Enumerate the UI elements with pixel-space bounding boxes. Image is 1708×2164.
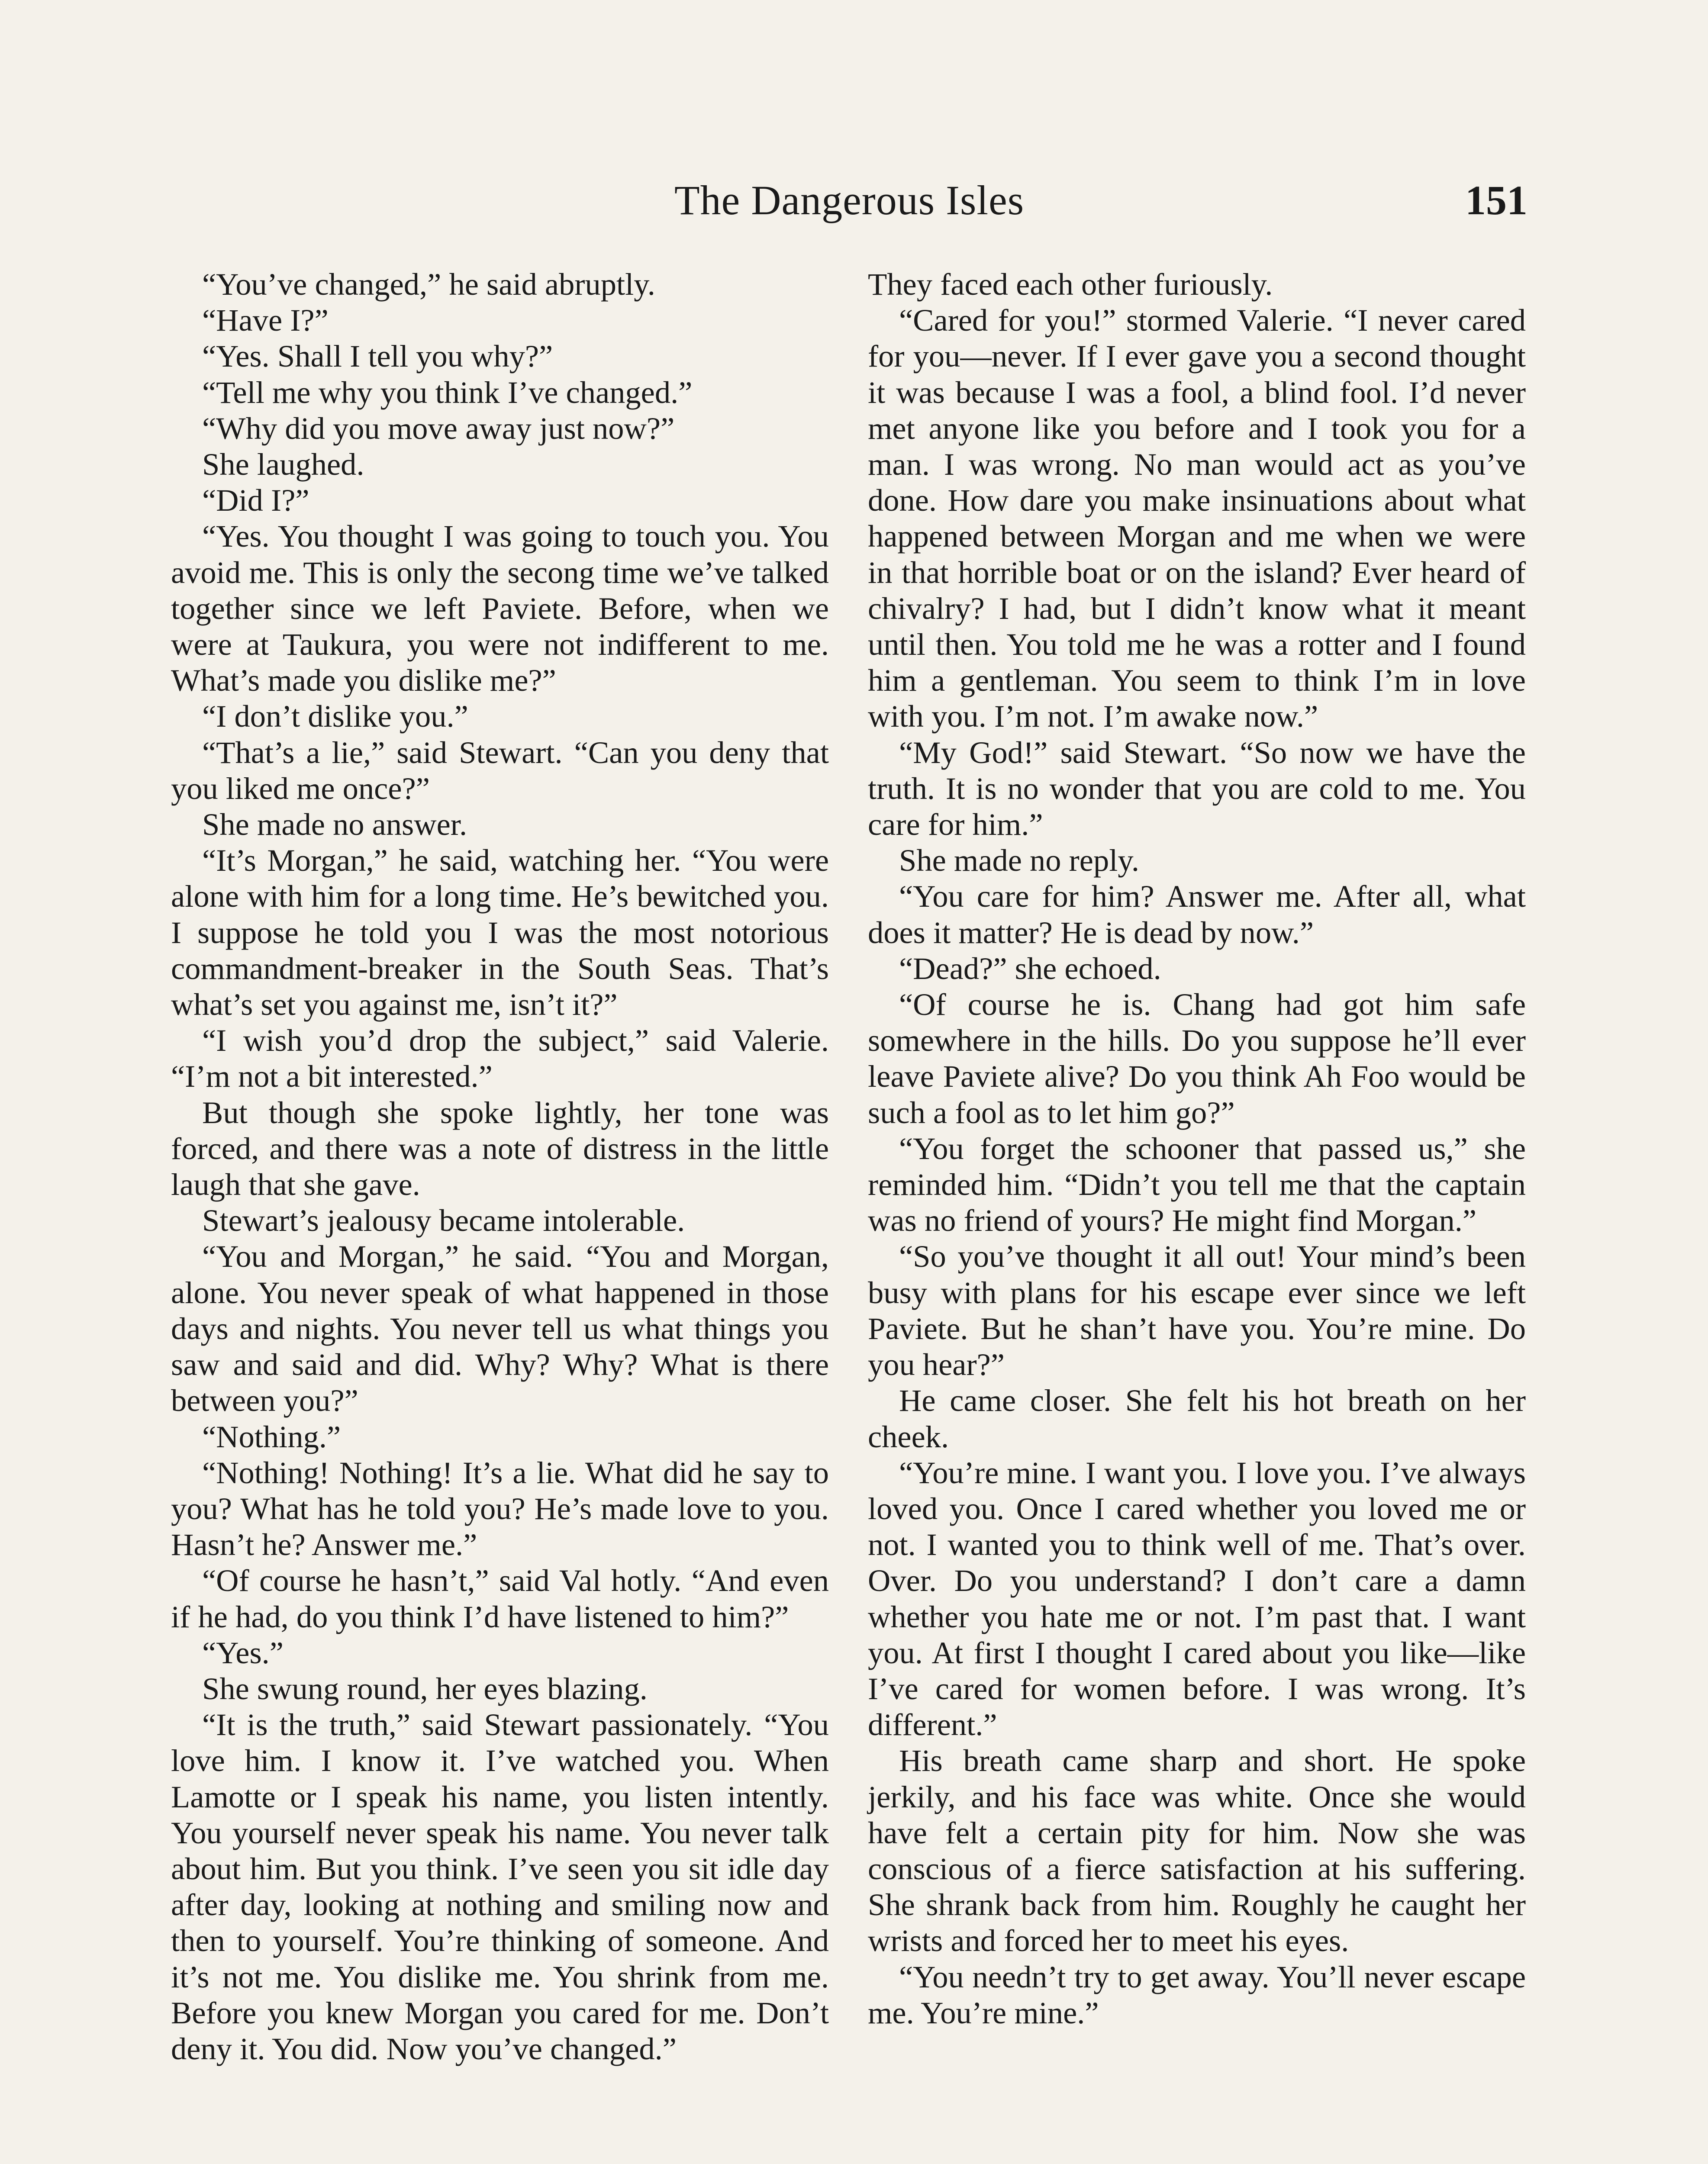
paragraph: “So you’ve thought it all out! Your mind’s been busy with plans for his escape ever since we left Paviete. But he shan’t have you. You’re mine. Do you hear?” xyxy=(868,1239,1526,1382)
paragraph: “Cared for you!” stormed Valerie. “I never cared for you—never. If I ever gave you a second thought it was because I was a fool, a blind fool. I’d never met anyone like you before and I took you for a man. I was wrong. No man would act as you’ve done. How dare you make insinuations about what happened between Morgan and me when we were in that horrible boat or on the island? Ever heard of chivalry? I had, but I didn’t know what it meant until then. You told me he was a rotter and I found him a gentleman. You seem to think I’m in love with you. I’m not. I’m awake now.” xyxy=(868,303,1526,734)
paragraph: She made no reply. xyxy=(899,843,1140,878)
paragraph: “You needn’t try to get away. You’ll never escape me. You’re mine.” xyxy=(868,1959,1526,2030)
page-header xyxy=(171,168,1528,233)
paragraph: He came closer. She felt his hot breath on her cheek. xyxy=(868,1383,1526,1454)
paragraph: His breath came sharp and short. He spoke jerkily, and his face was white. Once she would have felt a certain pity for him. Now she was conscious of a fierce satisfaction at his suffering. She shrank back from him. Roughly he caught her wrists and forced her to meet his eyes. xyxy=(868,1743,1526,1958)
paragraph: “Of course he hasn’t,” said Val hotly. “And even if he had, do you think I’d have listened to him?” xyxy=(171,1563,829,1634)
paragraph: “Nothing! Nothing! It’s a lie. What did he say to you? What has he told you? He’s made love to you. Hasn’t he? Answer me.” xyxy=(171,1455,829,1562)
paragraph: “You and Morgan,” he said. “You and Morgan, alone. You never speak of what happened in those days and nights. You never tell us what things you saw and said and did. Why? Why? What is there between you?” xyxy=(171,1239,829,1418)
text-column-right xyxy=(868,266,1526,2031)
paragraph: “It is the truth,” said Stewart passionately. “You love him. I know it. I’ve watched you. When Lamotte or I speak his name, you listen intently. You yourself never speak his name. You never talk about him. But you think. I’ve seen you sit idle day after day, looking at nothing and smiling now and then to yourself. You’re thinking of someone. And it’s not me. You dislike me. You shrink from me. Before you knew Morgan you cared for me. Don’t deny it. You did. Now you’ve changed.” xyxy=(171,1707,829,2066)
paragraph: “My God!” said Stewart. “So now we have the truth. It is no wonder that you are cold to me. You care for him.” xyxy=(868,734,1526,842)
paragraph: “Yes. You thought I was going to touch you. You avoid me. This is only the secong time we’ve talked together since we left Paviete. Before, when we were at Taukura, you were not indifferent to me. What’s made you dislike me?” xyxy=(171,518,829,698)
paragraph: Stewart’s jealousy became intolerable. xyxy=(202,1203,685,1238)
paragraph: “That’s a lie,” said Stewart. “Can you deny that you liked me once?” xyxy=(171,734,829,806)
paragraph: “Why did you move away just now?” xyxy=(202,410,675,446)
paragraph: They faced each other furiously. xyxy=(868,267,1273,302)
paragraph: “Of course he is. Chang had got him safe somewhere in the hills. Do you suppose he’ll ever leave Paviete alive? Do you think Ah Foo would be such a fool as to let him go?” xyxy=(868,987,1526,1130)
paragraph: “You’ve changed,” he said abruptly. xyxy=(202,267,655,302)
text-column-left xyxy=(171,266,829,2067)
paragraph: “I wish you’d drop the subject,” said Valerie. “I’m not a bit interested.” xyxy=(171,1023,829,1094)
paragraph: “Have I?” xyxy=(202,303,329,338)
page-number: 151 xyxy=(1465,177,1528,223)
paragraph: “Yes.” xyxy=(202,1635,284,1670)
paragraph: “You forget the schooner that passed us,” she reminded him. “Didn’t you tell me that the captain was no friend of yours? He might find Morgan.” xyxy=(868,1130,1526,1238)
paragraph: “Dead?” she echoed. xyxy=(899,950,1161,986)
paragraph: “Yes. Shall I tell you why?” xyxy=(202,338,553,374)
paragraph: “You care for him? Answer me. After all, what does it matter? He is dead by now.” xyxy=(868,879,1526,950)
running-title: The Dangerous Isles xyxy=(674,177,1025,223)
paragraph: “Nothing.” xyxy=(202,1419,341,1454)
paragraph: “I don’t dislike you.” xyxy=(202,699,468,734)
paragraph: “It’s Morgan,” he said, watching her. “You were alone with him for a long time. He’s bewitched you. I suppose he told you I was the most notorious commandment-breaker in the South Seas. That’s what’s set you against me, isn’t it?” xyxy=(171,843,829,1022)
paragraph: “Tell me why you think I’ve changed.” xyxy=(202,374,693,410)
paragraph: She swung round, her eyes blazing. xyxy=(202,1671,648,1706)
paragraph: She made no answer. xyxy=(202,807,467,842)
paragraph: But though she spoke lightly, her tone was forced, and there was a note of distress in the little laugh that she gave. xyxy=(171,1095,829,1202)
paragraph: She laughed. xyxy=(202,447,364,482)
paragraph: “You’re mine. I want you. I love you. I’ve always loved you. Once I cared whether you loved me or not. I wanted you to think well of me. That’s over. Over. Do you understand? I don’t care a damn whether you hate me or not. I’m past that. I want you. At first I thought I cared about you like—like I’ve cared for women before. I was wrong. It’s different.” xyxy=(868,1455,1526,1742)
paragraph: “Did I?” xyxy=(202,483,309,518)
